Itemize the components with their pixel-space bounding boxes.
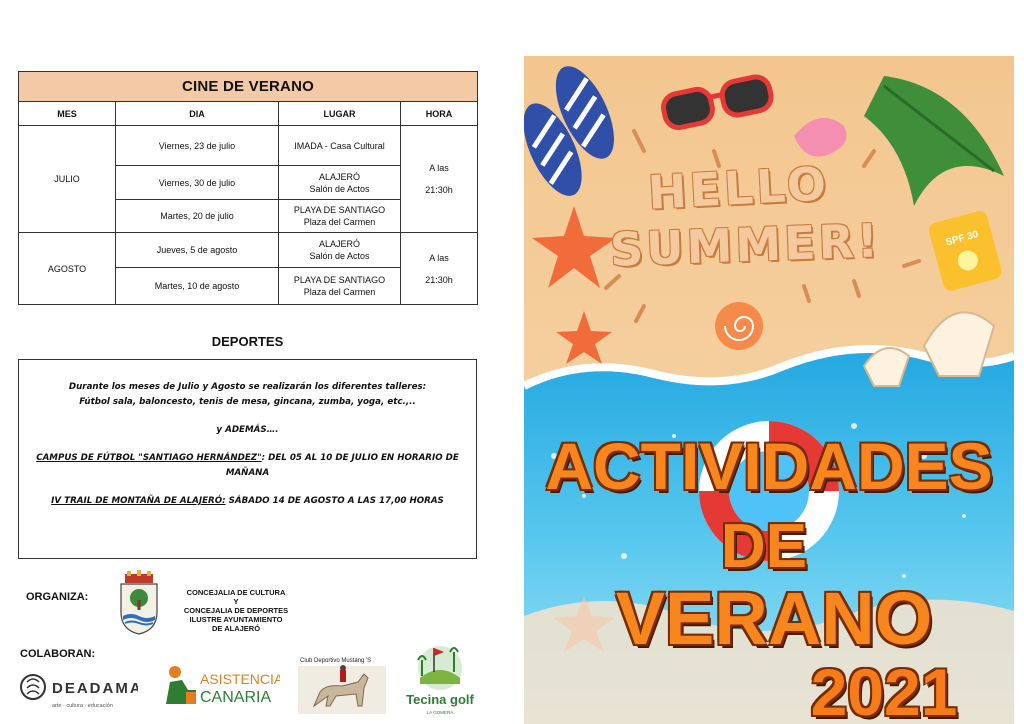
time-value: 21:30h [425,274,453,285]
cine-table-title: CINE DE VERANO [19,72,478,102]
time-label: A las [429,252,449,263]
day-cell: Jueves, 5 de agosto [116,233,279,268]
place-line: PLAYA DE SANTIAGO [293,275,386,285]
place-line: ALAJERÓ [318,239,360,249]
time-cell-agosto [401,233,478,305]
time-label: A las [429,163,449,173]
place-cell [279,166,401,200]
table-row [19,233,478,268]
column-header-dia: DIA [116,102,279,126]
column-header-mes: MES [19,102,116,126]
place-subline: Salón de Actos [309,251,370,261]
asistencia-person-icon [160,660,280,710]
spf-label: SPF 30 [944,229,980,249]
deportes-heading: DEPORTES [211,334,284,349]
place-cell [279,126,401,166]
organiza-line: CONCEJALIA DE CULTURA [186,588,286,597]
deportes-box [18,359,477,559]
colaboran-label: COLABORAN: [20,648,96,660]
trail-label: IV TRAIL DE MONTAÑA DE ALAJERÓ: [51,496,226,506]
campus-label: CAMPUS DE FÚTBOL "SANTIAGO HERNÁNDEZ" [36,453,262,463]
month-cell-julio: JULIO [19,126,116,233]
place-line: PLAYA DE SANTIAGO [293,205,386,215]
poster-title-actividades: ACTIVIDADES [545,429,993,503]
poster-title-year: 2021 [810,655,958,724]
table-row [19,126,478,166]
column-header-lugar: LUGAR [279,102,401,126]
deadama-logo [18,670,138,714]
place-line: IMADA - Casa Cultural [294,140,385,151]
poster-title-de: DE [720,512,808,581]
place-cell [279,200,401,233]
place-subline: Plaza del Carmen [303,217,376,227]
tecina-name: Tecina golf [406,692,474,707]
intro-line: Durante los meses de Julio y Agosto se realizarán los diferentes talleres: [68,382,427,392]
spiral-shell-icon [715,302,763,350]
day-cell: Martes, 20 de julio [116,200,279,233]
day-cell: Martes, 10 de agosto [116,268,279,305]
column-header-hora: HORA [401,102,478,126]
month-cell-agosto: AGOSTO [19,233,116,305]
time-value: 21:30h [425,185,453,195]
day-cell: Viernes, 23 de julio [116,126,279,166]
deadama-name: DEADAMA [52,680,138,697]
place-cell [279,268,401,305]
trail-text: SÁBADO 14 DE AGOSTO A LAS 17,00 HORAS [225,496,444,506]
poster-title-verano: VERANO [615,577,933,660]
place-subline: Salón de Actos [309,183,370,194]
mustang-club-logo [296,654,388,716]
campus-text: : DEL 05 AL 10 DE JULIO EN HORARIO DE MAÑANA [225,453,459,478]
organiza-line: CONCEJALIA DE DEPORTES [183,606,289,615]
asistencia-line2: CANARIA [200,689,272,706]
organiza-line: DE ALAJERÓ [211,624,261,633]
tecina-golf-emblem-icon [400,640,480,720]
campus-announcement [29,451,466,481]
trail-announcement [29,494,466,509]
alajero-coat-of-arms-logo [115,570,163,636]
ademas-text: y ADEMÁS…. [216,425,279,435]
day-cell: Viernes, 30 de julio [116,166,279,200]
organiza-text [170,588,302,633]
organiza-label: ORGANIZA: [26,591,89,603]
intro-line: Fútbol sala, baloncesto, tenis de mesa, gincana, zumba, yoga, etc.,.. [79,397,416,407]
organiza-line: ILUSTRE AYUNTAMIENTO [189,615,283,624]
time-cell-julio [401,126,478,233]
tecina-golf-logo [400,640,480,720]
place-cell [279,233,401,268]
horse-rider-icon [296,654,388,716]
summer-text: SUMMER! [609,213,882,277]
deportes-intro [29,380,466,410]
mustang-name: Club Deportivo Mustang 'S [300,658,372,664]
cine-de-verano-table [18,71,478,305]
deadama-emblem-icon [18,670,138,714]
hello-text: HELLO [646,156,831,220]
organiza-line: Y [233,597,239,606]
tecina-sub: LA GOMERA [426,710,454,715]
asistencia-canaria-logo [160,660,280,710]
deadama-tagline: arte · cultura · educación [52,703,113,709]
asistencia-line1: ASISTENCIA [200,671,280,687]
place-subline: Plaza del Carmen [303,287,376,297]
place-line: ALAJERÓ [318,171,360,182]
summer-poster [524,56,1014,724]
